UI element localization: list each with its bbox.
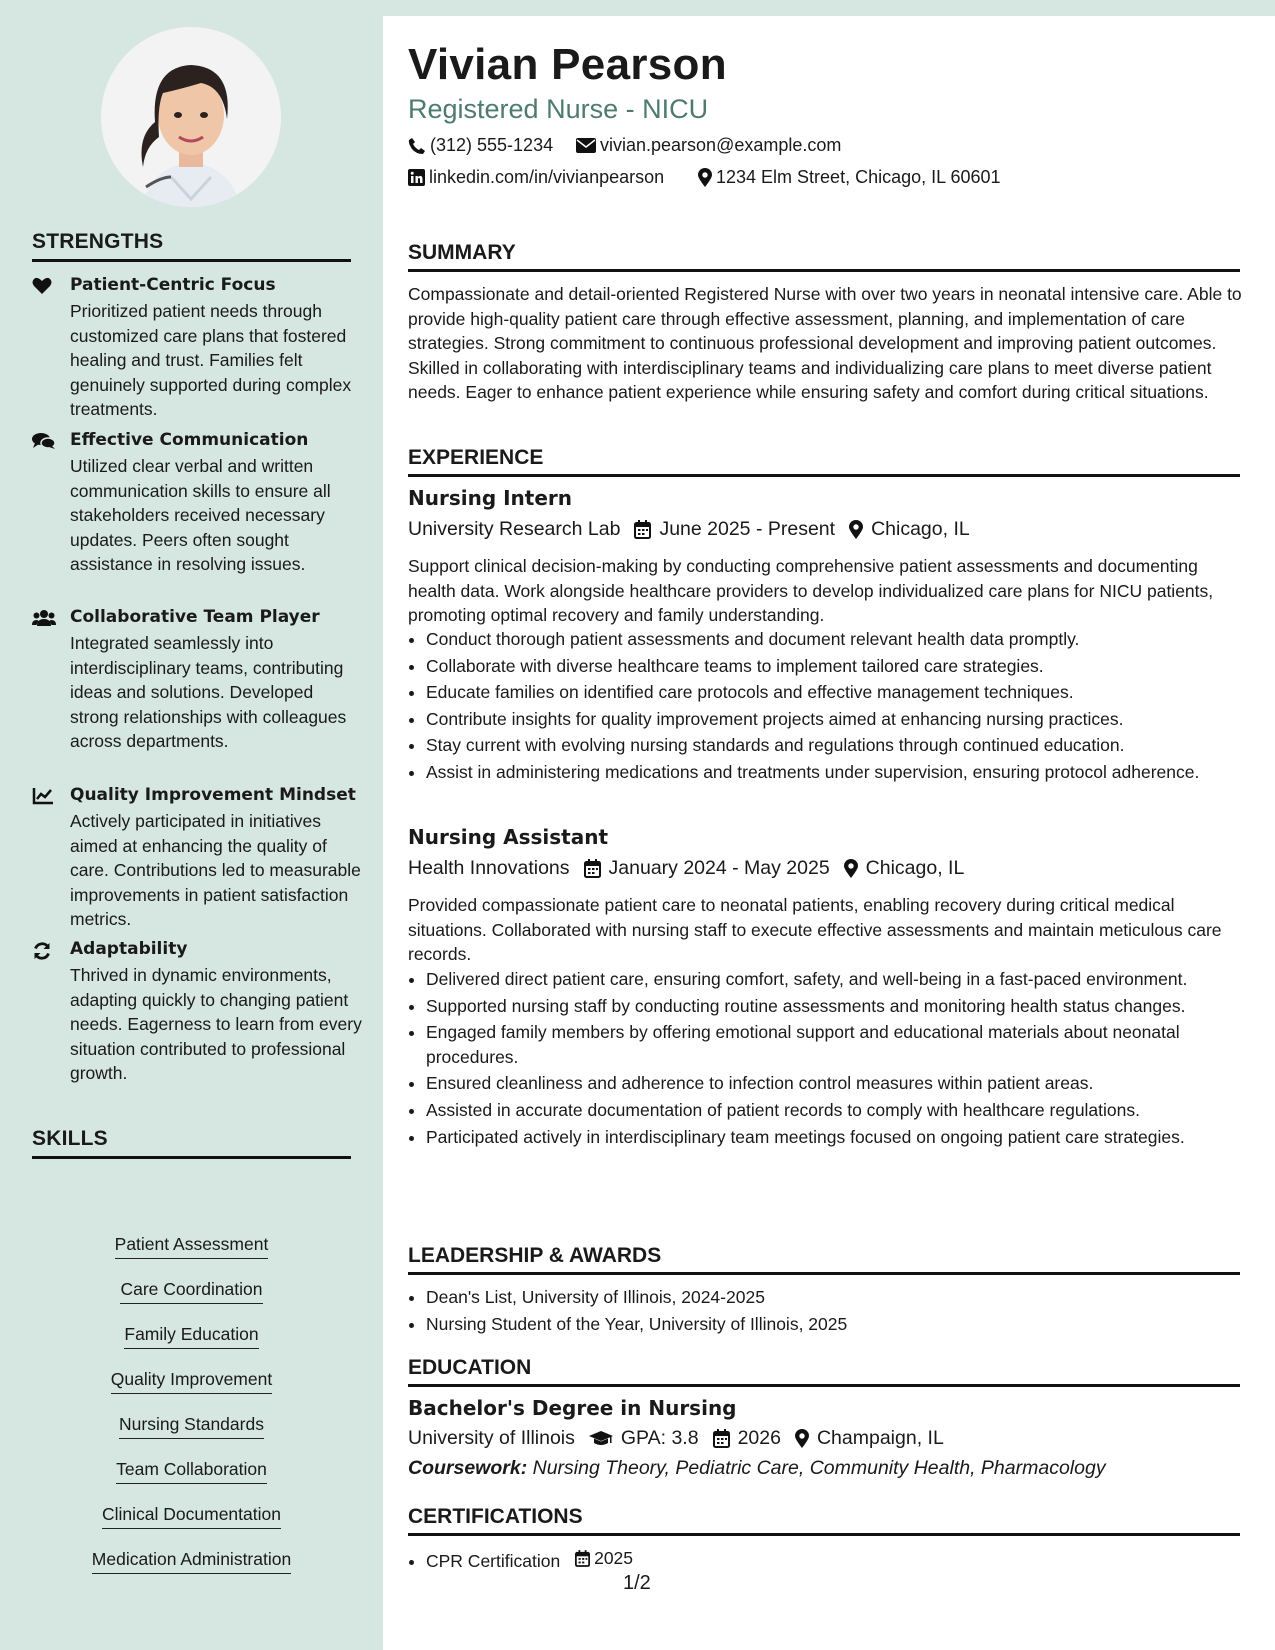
job-meta bbox=[408, 857, 978, 880]
job-bullets bbox=[408, 967, 1246, 1151]
strength-title: Patient-Centric Focus bbox=[70, 275, 276, 295]
phone-icon bbox=[408, 137, 426, 155]
linkedin-contact[interactable] bbox=[408, 167, 664, 188]
phone-text: (312) 555-1234 bbox=[430, 135, 554, 155]
awards-heading: LEADERSHIP & AWARDS bbox=[408, 1244, 1240, 1275]
job-location: Chicago, IL bbox=[849, 518, 970, 541]
users-icon bbox=[32, 609, 56, 629]
education-heading: EDUCATION bbox=[408, 1356, 1240, 1387]
school-location: Champaign, IL bbox=[795, 1427, 944, 1450]
education-meta bbox=[408, 1427, 958, 1450]
coursework-label: Coursework: bbox=[408, 1457, 528, 1479]
degree-title: Bachelor's Degree in Nursing bbox=[408, 1396, 737, 1420]
job-org: University Research Lab bbox=[408, 518, 621, 540]
linkedin-icon bbox=[408, 169, 425, 186]
calendar-icon bbox=[634, 520, 651, 539]
certification-year: 2025 bbox=[575, 1546, 633, 1571]
bullet-item: • Contribute insights for quality improvement projects aimed at enhancing nursing practices. bbox=[426, 707, 1246, 732]
bullet-item: • Participated actively in interdisciplinary team meetings focused on ongoing patient care strategies. bbox=[426, 1125, 1246, 1150]
chart-line-icon bbox=[32, 787, 56, 807]
bullet-item: • Supported nursing staff by conducting routine assessments and monitoring health status changes. bbox=[426, 994, 1246, 1019]
certifications-heading: CERTIFICATIONS bbox=[408, 1505, 1240, 1536]
top-band bbox=[0, 0, 1275, 16]
bullet-item: • Assist in administering medications and treatments under supervision, ensuring protocol adherence. bbox=[426, 760, 1246, 785]
bullet-item: • Collaborate with diverse healthcare teams to implement tailored care strategies. bbox=[426, 654, 1246, 679]
skill-item: Clinical Documentation bbox=[32, 1504, 351, 1529]
strength-title: Effective Communication bbox=[70, 430, 309, 450]
awards-list bbox=[408, 1285, 1246, 1338]
phone-contact bbox=[408, 135, 553, 156]
bullet-item: • Stay current with evolving nursing standards and regulations through continued education. bbox=[426, 733, 1246, 758]
job-dates: January 2024 - May 2025 bbox=[584, 857, 830, 880]
job-meta bbox=[408, 518, 984, 541]
job-location: Chicago, IL bbox=[844, 857, 965, 880]
coursework-text: Nursing Theory, Pediatric Care, Community Health, Pharmacology bbox=[532, 1457, 1106, 1479]
strength-desc: Prioritized patient needs through customized care plans that fostered healing and trust. Families felt genuinely supported during complex treatments. bbox=[70, 301, 352, 419]
gpa: GPA: 3.8 bbox=[589, 1427, 699, 1450]
job-role: Registered Nurse - NICU bbox=[408, 94, 709, 124]
certification-item bbox=[426, 1546, 1246, 1573]
job-title: Nursing Intern bbox=[408, 486, 573, 510]
strength-desc: Utilized clear verbal and written communication skills to ensure all stakeholders received necessary updates. Peers often sought assistance in resolving issues. bbox=[70, 456, 331, 574]
job-description: Support clinical decision-making by conducting comprehensive patient assessments and documenting health data. Work alongside healthcare providers to develop individualized care plans for NICU patients, promoting optimal recovery and family understanding. bbox=[408, 556, 1214, 626]
linkedin-text[interactable]: linkedin.com/in/vivianpearson bbox=[429, 167, 665, 187]
email-text[interactable]: vivian.pearson@example.com bbox=[600, 135, 842, 155]
map-marker-icon bbox=[844, 859, 858, 878]
bullet-item: • Engaged family members by offering emotional support and educational materials about neonatal procedures. bbox=[426, 1020, 1246, 1069]
sync-icon bbox=[32, 941, 56, 961]
envelope-icon bbox=[576, 138, 596, 153]
map-marker-icon bbox=[849, 520, 863, 539]
experience-heading: EXPERIENCE bbox=[408, 446, 1240, 477]
summary-text: Compassionate and detail-oriented Registered Nurse with over two years in neonatal intensive care. Able to provide high-quality patient care through effective assessment, planning, and implementation of care strategies. Strong commitment to continuous professional development and improving patient outcomes. Skilled in collaborating with interdisciplinary teams and individualizing care plans to meet diverse patient needs. Eager to enhance patient experience while ensuring safety and comfort during critical situations. bbox=[408, 284, 1242, 403]
strength-title: Adaptability bbox=[70, 939, 188, 959]
profile-photo bbox=[101, 27, 281, 207]
avatar bbox=[101, 27, 281, 207]
skill-item: Team Collaboration bbox=[32, 1459, 351, 1484]
summary-heading: SUMMARY bbox=[408, 241, 1240, 272]
skills-heading: SKILLS bbox=[32, 1127, 351, 1159]
skill-item: Medication Administration bbox=[32, 1549, 351, 1574]
coursework bbox=[408, 1457, 1106, 1480]
bullet-item: • Ensured cleanliness and adherence to infection control measures within patient areas. bbox=[426, 1071, 1246, 1096]
strengths-heading: STRENGTHS bbox=[32, 230, 351, 262]
award-item: • Dean's List, University of Illinois, 2024-2025 bbox=[426, 1285, 1246, 1310]
bullet-item: • Assisted in accurate documentation of patient records to comply with healthcare regulations. bbox=[426, 1098, 1246, 1123]
strength-desc: Integrated seamlessly into interdisciplinary teams, contributing ideas and solutions. Developed strong relationships with colleagues across departments. bbox=[70, 633, 347, 751]
certifications-list bbox=[408, 1546, 1246, 1575]
skill-item: Nursing Standards bbox=[32, 1414, 351, 1439]
map-marker-icon bbox=[795, 1429, 809, 1448]
strength-desc: Thrived in dynamic environments, adapting quickly to changing patient needs. Eagerness to learn from every situation contributed to professional growth. bbox=[70, 965, 362, 1083]
calendar-icon bbox=[584, 859, 601, 878]
skill-item: Care Coordination bbox=[32, 1279, 351, 1304]
job-bullets bbox=[408, 627, 1246, 787]
job-title: Nursing Assistant bbox=[408, 825, 609, 849]
award-item: • Nursing Student of the Year, University of Illinois, 2025 bbox=[426, 1312, 1246, 1337]
skill-item: Patient Assessment bbox=[32, 1234, 351, 1259]
school-name: University of Illinois bbox=[408, 1427, 575, 1449]
person-name: Vivian Pearson bbox=[408, 40, 727, 89]
strength-desc: Actively participated in initiatives aimed at enhancing the quality of care. Contributions led to measurable improvements in patient satisfaction metrics. bbox=[70, 811, 361, 929]
calendar-icon bbox=[575, 1550, 590, 1567]
comments-icon bbox=[32, 432, 56, 452]
address-contact bbox=[698, 167, 1001, 188]
bullet-item: • Educate families on identified care protocols and effective management techniques. bbox=[426, 680, 1246, 705]
bullet-item: • Delivered direct patient care, ensuring comfort, safety, and well-being in a fast-paced environment. bbox=[426, 967, 1246, 992]
skill-item: Family Education bbox=[32, 1324, 351, 1349]
strength-title: Quality Improvement Mindset bbox=[70, 785, 356, 805]
graduation-cap-icon bbox=[589, 1430, 613, 1447]
certification-name: CPR Certification bbox=[426, 1550, 561, 1571]
job-dates: June 2025 - Present bbox=[634, 518, 835, 541]
grad-year: 2026 bbox=[713, 1427, 781, 1450]
calendar-icon bbox=[713, 1429, 730, 1448]
bullet-item: • Conduct thorough patient assessments and document relevant health data promptly. bbox=[426, 627, 1246, 652]
job-org: Health Innovations bbox=[408, 857, 570, 879]
email-contact[interactable] bbox=[576, 135, 841, 156]
address-text: 1234 Elm Street, Chicago, IL 60601 bbox=[716, 167, 1001, 187]
job-description: Provided compassionate patient care to neonatal patients, enabling recovery during critical medical situations. Collaborated with nursing staff to execute effective assessments and maintain meticulous care records. bbox=[408, 895, 1222, 965]
page-number: 1/2 bbox=[623, 1572, 651, 1594]
map-marker-icon bbox=[698, 168, 712, 187]
skill-item: Quality Improvement bbox=[32, 1369, 351, 1394]
strength-title: Collaborative Team Player bbox=[70, 607, 320, 627]
heart-icon bbox=[32, 277, 56, 297]
